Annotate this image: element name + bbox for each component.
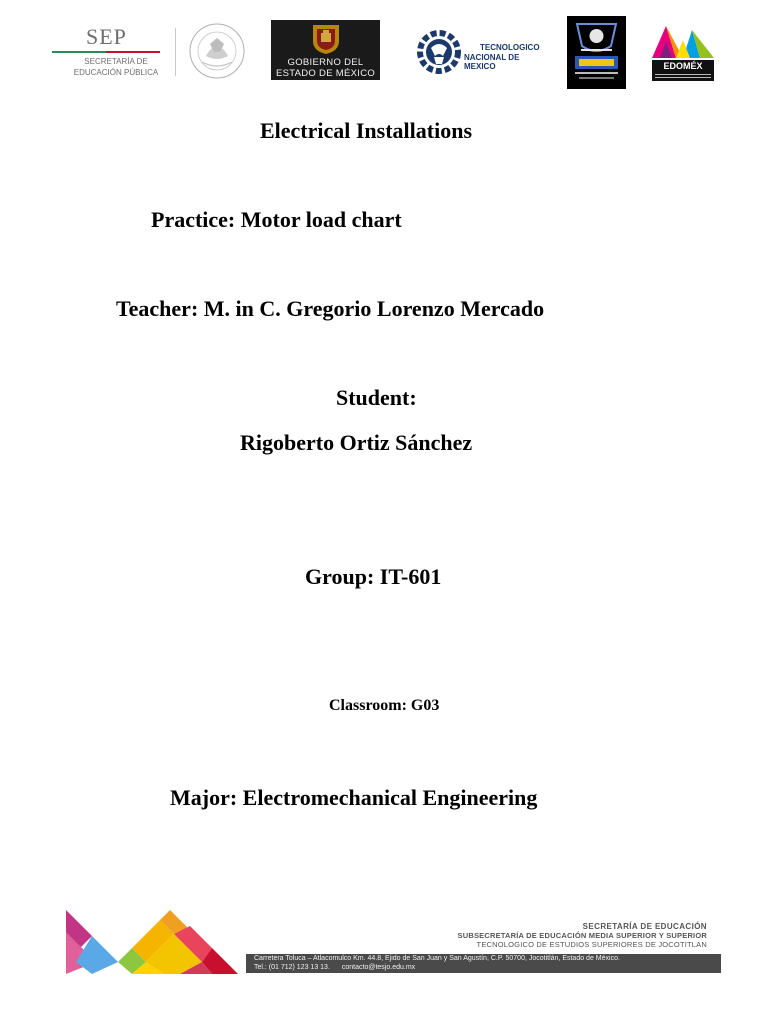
footer-email: contacto@tesjo.edu.mx (341, 964, 416, 971)
sep-logo-green-line (52, 51, 106, 53)
sep-logo-subtitle-1: SECRETARÍA DE (84, 57, 148, 66)
tecnm-logo (416, 22, 546, 82)
tesjo-logo (567, 16, 626, 89)
sep-logo-subtitle-2: EDUCACIÓN PÚBLICA (73, 68, 159, 77)
sep-logo-title: SEP (86, 24, 127, 49)
tecnm-text-2: NACIONAL DE MEXICO (464, 53, 520, 71)
tesjo-emblem-icon (567, 16, 626, 89)
document-title: Electrical Installations (259, 118, 473, 143)
group-line: Group: IT-601 (305, 564, 442, 589)
footer-address-bar (246, 954, 721, 973)
footer-line-1: SECRETARÍA DE EDUCACIÓN (582, 922, 707, 931)
teacher-line: Teacher: M. in C. Gregorio Lorenzo Mercado (116, 296, 545, 321)
tecnm-gear-icon (416, 22, 462, 82)
footer-color-shapes (66, 910, 246, 974)
footer-line-3: TECNOLOGICO DE ESTUDIOS SUPERIORES DE JOCOTITLAN (476, 940, 707, 949)
edomex-m-icon (652, 22, 714, 60)
footer-institution-block (396, 922, 707, 949)
edomex-shield-icon (311, 23, 341, 55)
footer-contact (254, 964, 415, 971)
edomex-tagline (652, 72, 714, 81)
gobierno-text-2: ESTADO DE MÉXICO (275, 68, 376, 79)
classroom-line: Classroom: G03 (329, 697, 440, 714)
gobierno-text-1: GOBIERNO DEL (287, 57, 364, 68)
mexico-seal-icon (186, 22, 248, 80)
tecnm-text-1: TECNOLOGICO (480, 43, 540, 52)
footer-line-2: SUBSECRETARÍA DE EDUCACIÓN MEDIA SUPERIOR Y SUPERIOR (457, 931, 707, 940)
major-line: Major: Electromechanical Engineering (170, 785, 538, 810)
footer-address: Carretera Toluca – Atlacomulco Km. 44.8, Ejido de San Juan y San Agustín, C.P. 50700, Jocotitlán, Estado de México. (254, 955, 620, 962)
sep-logo-red-line (106, 51, 160, 53)
footer-phone: Tel.: (01 712) 123 13 13. (254, 964, 330, 971)
edomex-label: EDOMÉX (652, 60, 714, 72)
student-label: Student: (336, 385, 417, 410)
header-divider (175, 28, 176, 76)
practice-line: Practice: Motor load chart (151, 207, 402, 232)
sep-logo (52, 24, 164, 80)
student-name: Rigoberto Ortiz Sánchez (240, 430, 473, 455)
gobierno-edomex-logo (271, 20, 380, 80)
edomex-logo (650, 22, 714, 82)
